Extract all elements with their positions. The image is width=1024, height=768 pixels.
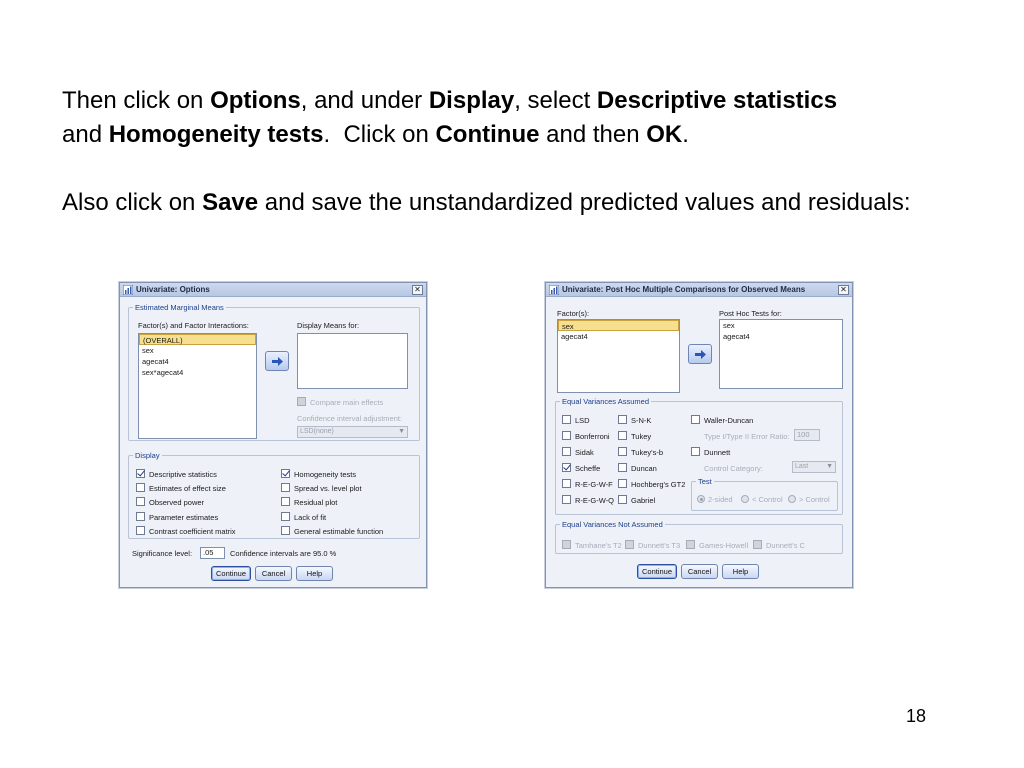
title-bar[interactable] <box>546 283 852 297</box>
games-howell-label: Games-Howell <box>699 541 749 550</box>
post-hoc-tests-listbox[interactable] <box>719 319 843 389</box>
waller-duncan-label: Waller-Duncan <box>704 416 754 425</box>
text: and <box>62 121 109 148</box>
descriptive-statistics-checkbox[interactable] <box>136 469 145 478</box>
hochberg-s-gt2-checkbox[interactable] <box>618 479 627 488</box>
duncan-checkbox[interactable] <box>618 463 627 472</box>
contrast-coefficient-matrix-label: Contrast coefficient matrix <box>149 526 236 536</box>
general-estimable-function-checkbox[interactable] <box>281 526 290 535</box>
list-item[interactable]: agecat4 <box>142 357 169 366</box>
text: , select <box>514 87 597 114</box>
homogeneity-tests-checkbox[interactable] <box>281 469 290 478</box>
scheffe-label: Scheffe <box>575 464 601 473</box>
text: . <box>682 121 689 148</box>
spread-vs-level-plot-checkbox[interactable] <box>281 483 290 492</box>
group-legend: Estimated Marginal Means <box>135 303 224 312</box>
scheffe-checkbox[interactable] <box>562 463 571 472</box>
hochberg-s-gt2-label: Hochberg's GT2 <box>631 480 686 489</box>
list-item[interactable]: sex*agecat4 <box>142 368 184 377</box>
close-icon[interactable]: ✕ <box>838 285 849 295</box>
descriptive-statistics-keyword: Descriptive statistics <box>596 87 838 114</box>
dunnett-label: Dunnett <box>704 448 731 457</box>
observed-power-checkbox[interactable] <box>136 497 145 506</box>
parameter-estimates-checkbox[interactable] <box>136 512 145 521</box>
parameter-estimates-label: Parameter estimates <box>149 512 219 522</box>
games-howell-checkbox[interactable] <box>686 540 695 549</box>
dialog-title: Univariate: Options <box>136 285 210 294</box>
dunnett-checkbox[interactable] <box>691 447 700 456</box>
compare-main-effects-label: Compare main effects <box>310 398 384 407</box>
s-n-k-checkbox[interactable] <box>618 415 627 424</box>
help-button[interactable]: Help <box>296 566 333 581</box>
group-legend: Equal Variances Assumed <box>562 397 649 406</box>
tukey-label: Tukey <box>631 432 652 441</box>
descriptive-statistics-label: Descriptive statistics <box>149 470 217 479</box>
duncan-label: Duncan <box>631 464 657 473</box>
tamhane-s-t2-label: Tamhane's T2 <box>575 541 622 550</box>
list-item[interactable]: (OVERALL) <box>139 334 256 345</box>
group-legend: Display <box>135 451 160 460</box>
estimates-of-effect-size-checkbox[interactable] <box>136 483 145 492</box>
factors-listbox[interactable] <box>138 333 257 439</box>
lack-of-fit-label: Lack of fit <box>294 512 327 522</box>
chevron-down-icon: ▼ <box>398 428 405 435</box>
chevron-down-icon: ▼ <box>826 463 833 470</box>
waller-duncan-checkbox[interactable] <box>691 415 700 424</box>
observed-power-label: Observed power <box>149 498 205 508</box>
continue-button[interactable]: Continue <box>211 566 251 581</box>
continue-keyword: Continue <box>435 121 540 148</box>
text: and then <box>539 121 647 148</box>
cancel-button[interactable]: Cancel <box>681 564 718 579</box>
page-number: 18 <box>906 706 927 726</box>
text: Also click on <box>62 189 203 216</box>
display-keyword: Display <box>428 87 515 114</box>
close-icon[interactable]: ✕ <box>412 285 423 295</box>
r-e-g-w-q-label: R-E-G-W-Q <box>575 496 615 505</box>
text: , and under <box>300 87 429 114</box>
ok-keyword: OK <box>646 121 683 148</box>
compare-main-effects-checkbox[interactable] <box>297 397 306 406</box>
select-value: Last <box>795 463 809 470</box>
lack-of-fit-checkbox[interactable] <box>281 512 290 521</box>
title-bar[interactable] <box>120 283 426 297</box>
dunnett-s-c-checkbox[interactable] <box>753 540 762 549</box>
estimates-of-effect-size-label: Estimates of effect size <box>149 484 226 494</box>
display-means-listbox[interactable] <box>297 333 408 389</box>
tukey-checkbox[interactable] <box>618 431 627 440</box>
spss-app-icon <box>123 285 133 295</box>
lsd-checkbox[interactable] <box>562 415 571 424</box>
residual-plot-label: Residual plot <box>294 498 338 508</box>
ci-adjust-select[interactable] <box>297 426 408 438</box>
sidak-checkbox[interactable] <box>562 447 571 456</box>
two-sided-label: 2-sided <box>708 495 733 504</box>
general-estimable-function-label: General estimable function <box>294 526 384 536</box>
spss-app-icon <box>549 285 559 295</box>
factors-label: Factor(s): <box>557 309 590 318</box>
text: Then click on <box>62 87 211 114</box>
dialog-title: Univariate: Post Hoc Multiple Comparisons for Observed Means <box>562 285 806 294</box>
control-category-label: Control Category: <box>704 464 763 473</box>
s-n-k-label: S-N-K <box>631 416 652 425</box>
select-value: LSD(none) <box>300 428 334 435</box>
group-legend: Test <box>698 477 712 486</box>
homogeneity-tests-label: Homogeneity tests <box>294 470 357 479</box>
less-control-label: < Control <box>752 495 783 504</box>
list-item[interactable]: sex <box>142 346 154 355</box>
spread-vs-level-plot-label: Spread vs. level plot <box>294 484 362 494</box>
dunnett-s-t3-label: Dunnett's T3 <box>638 541 681 550</box>
continue-button[interactable]: Continue <box>637 564 677 579</box>
two-sided-radio[interactable] <box>697 495 705 503</box>
gabriel-label: Gabriel <box>631 496 656 505</box>
post-hoc-tests-label: Post Hoc Tests for: <box>719 309 782 318</box>
test-group <box>691 477 838 511</box>
list-item[interactable]: agecat4 <box>561 332 588 341</box>
options-keyword: Options <box>210 87 301 114</box>
control-category-select[interactable] <box>792 461 836 473</box>
tukey-s-b-checkbox[interactable] <box>618 447 627 456</box>
text: and save the unstandardized predicted values and residuals: <box>258 189 911 216</box>
group-legend: Equal Variances Not Assumed <box>562 520 663 529</box>
type-ratio-input[interactable]: 100 <box>794 429 820 441</box>
dunnett-s-t3-checkbox[interactable] <box>625 540 634 549</box>
list-item[interactable]: sex <box>558 320 679 331</box>
residual-plot-checkbox[interactable] <box>281 497 290 506</box>
instruction-paragraph-1 <box>62 84 1002 152</box>
significance-label: Significance level: <box>132 549 193 558</box>
tukey-s-b-label: Tukey's-b <box>631 448 663 457</box>
cancel-button[interactable]: Cancel <box>255 566 292 581</box>
ci-text: Confidence intervals are 95.0 % <box>230 549 337 558</box>
sidak-label: Sidak <box>575 448 594 457</box>
move-right-button[interactable] <box>265 351 289 371</box>
arrow-right-icon <box>694 349 707 360</box>
list-item[interactable]: sex <box>723 321 735 330</box>
bonferroni-label: Bonferroni <box>575 432 610 441</box>
display-group <box>128 451 420 539</box>
move-right-button[interactable] <box>688 344 712 364</box>
factors-listbox[interactable] <box>557 319 680 393</box>
significance-input[interactable]: .05 <box>200 547 225 559</box>
homogeneity-tests-keyword: Homogeneity tests <box>108 121 324 148</box>
r-e-g-w-f-label: R-E-G-W-F <box>575 480 613 489</box>
univariate-options-dialog <box>119 282 427 588</box>
text: . Click on <box>323 121 436 148</box>
gabriel-checkbox[interactable] <box>618 495 627 504</box>
dunnett-s-c-label: Dunnett's C <box>766 541 805 550</box>
list-item[interactable]: agecat4 <box>723 332 750 341</box>
factors-label: Factor(s) and Factor Interactions: <box>138 321 249 330</box>
univariate-post-hoc-dialog <box>545 282 853 588</box>
arrow-right-icon <box>271 356 284 367</box>
tamhane-s-t2-checkbox[interactable] <box>562 540 571 549</box>
instruction-paragraph-2 <box>62 186 962 220</box>
save-keyword: Save <box>202 189 259 216</box>
less-control-radio[interactable] <box>741 495 749 503</box>
greater-control-radio[interactable] <box>788 495 796 503</box>
lsd-label: LSD <box>575 416 590 425</box>
contrast-coefficient-matrix-checkbox[interactable] <box>136 526 145 535</box>
help-button[interactable]: Help <box>722 564 759 579</box>
display-means-label: Display Means for: <box>297 321 360 330</box>
ci-adjust-label: Confidence interval adjustment: <box>297 414 403 423</box>
bonferroni-checkbox[interactable] <box>562 431 571 440</box>
type-ratio-label: Type I/Type II Error Ratio: <box>704 432 790 441</box>
r-e-g-w-q-checkbox[interactable] <box>562 495 571 504</box>
greater-control-label: > Control <box>799 495 830 504</box>
r-e-g-w-f-checkbox[interactable] <box>562 479 571 488</box>
